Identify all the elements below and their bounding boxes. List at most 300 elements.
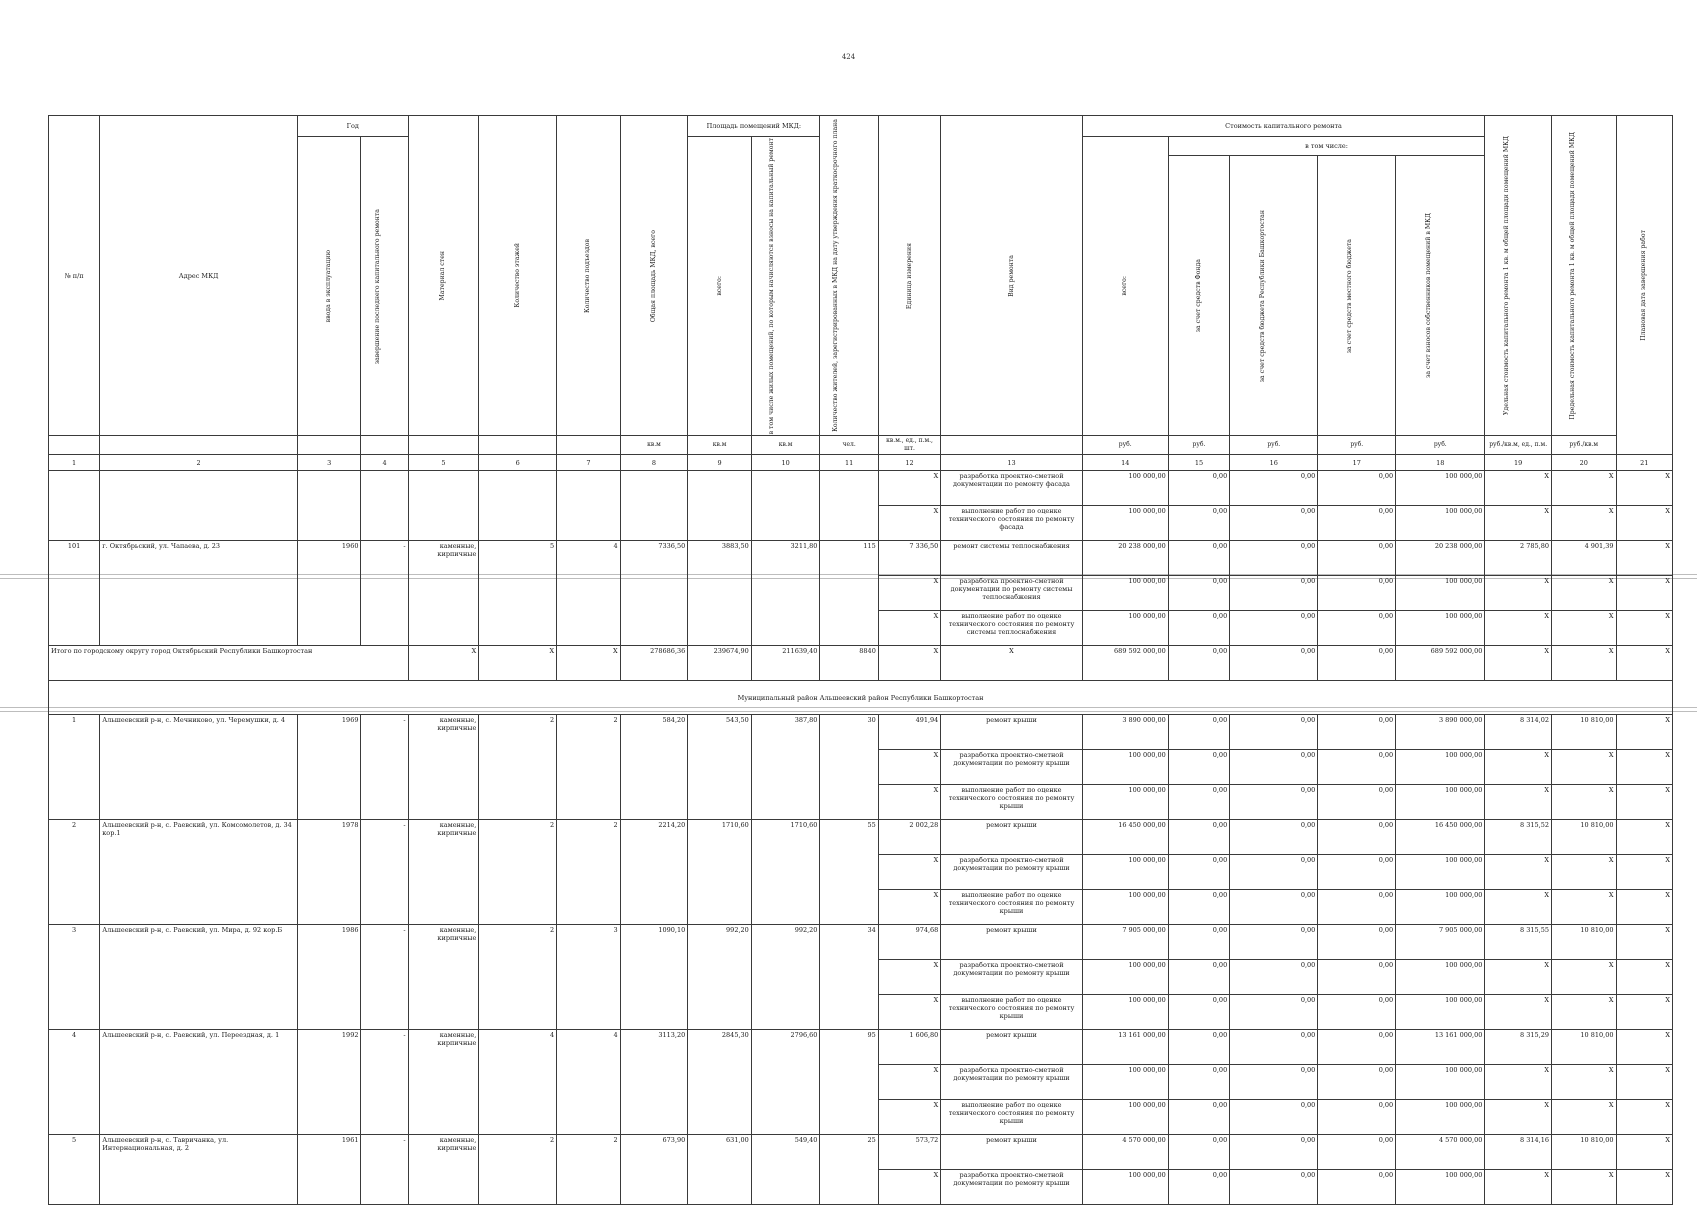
entrances-cell: 2	[557, 715, 621, 820]
cost-total-cell: 13 161 000,00	[1082, 1030, 1168, 1065]
cost-local-cell: 0,00	[1318, 750, 1396, 785]
header-year-last-repair: завершение последнего капитального ремонта	[361, 137, 408, 436]
limit-cost-cell: X	[1551, 611, 1616, 646]
cost-total-cell: 100 000,00	[1082, 1065, 1168, 1100]
cost-owners-cell: 100 000,00	[1396, 750, 1485, 785]
header-total-area: Общая площадь МКД, всего	[620, 116, 688, 436]
cost-fund-cell: 0,00	[1168, 506, 1229, 541]
residents-cell: 95	[820, 1030, 878, 1135]
plan-date-cell: X	[1616, 611, 1672, 646]
cost-owners-cell: 4 570 000,00	[1396, 1135, 1485, 1170]
cost-owners-cell: 7 905 000,00	[1396, 925, 1485, 960]
empty-cell	[479, 471, 557, 541]
cost-fund-cell: 0,00	[1168, 820, 1229, 855]
year-commission-cell: 1960	[297, 541, 361, 646]
premises-area-cell: 992,20	[688, 925, 752, 1030]
volume-cell: X	[878, 995, 940, 1030]
volume-cell: 2 002,28	[878, 820, 940, 855]
cost-owners-cell: 689 592 000,00	[1396, 646, 1485, 681]
total-area-cell: 584,20	[620, 715, 688, 820]
header-entrances: Количество подъездов	[557, 116, 621, 436]
address-cell: Альшеевский р-н, с. Раевский, ул. Переездная, д. 1	[100, 1030, 298, 1135]
wall-material-cell: каменные, кирпичные	[408, 541, 479, 646]
header-local: за счет средств местного бюджета	[1318, 156, 1396, 436]
limit-cost-cell: X	[1551, 960, 1616, 995]
cost-republic-cell: 0,00	[1230, 1135, 1318, 1170]
floors-cell: 2	[479, 715, 557, 820]
entrances-cell: 2	[557, 820, 621, 925]
residents-cell: 55	[820, 820, 878, 925]
header-premises-area: Площадь помещений МКД:	[688, 116, 820, 137]
repair-type-cell: ремонт крыши	[941, 1135, 1082, 1170]
residents-cell: 8840	[820, 646, 878, 681]
unit-cost-cell: X	[1485, 855, 1552, 890]
plan-date-cell: X	[1616, 1135, 1672, 1170]
unit-cost-cell: 8 315,55	[1485, 925, 1552, 960]
empty-cell	[620, 471, 688, 541]
empty-cell	[557, 471, 621, 541]
limit-cost-cell: X	[1551, 646, 1616, 681]
wall-material-cell: каменные, кирпичные	[408, 820, 479, 925]
cost-local-cell: 0,00	[1318, 855, 1396, 890]
repair-type-cell: разработка проектно-сметной документации по ремонту крыши	[941, 855, 1082, 890]
cost-local-cell: 0,00	[1318, 960, 1396, 995]
unit-cost-cell: X	[1485, 750, 1552, 785]
header-fund: за счет средств Фонда	[1168, 156, 1229, 436]
repair-plan-table	[48, 115, 1673, 1205]
cost-local-cell: 0,00	[1318, 1030, 1396, 1065]
table-body	[49, 455, 1673, 1205]
cost-owners-cell: 100 000,00	[1396, 506, 1485, 541]
cost-republic-cell: 0,00	[1230, 855, 1318, 890]
year-last-repair-cell: -	[361, 1030, 408, 1135]
cost-total-cell: 3 890 000,00	[1082, 715, 1168, 750]
total-area-cell: 1090,10	[620, 925, 688, 1030]
unit-cell: кв.м	[620, 436, 688, 455]
cost-fund-cell: 0,00	[1168, 715, 1229, 750]
unit-cost-cell: X	[1485, 995, 1552, 1030]
volume-cell: X	[878, 506, 940, 541]
page-number: 424	[841, 53, 856, 61]
unit-cell: руб./кв.м	[1551, 436, 1616, 455]
limit-cost-cell: X	[1551, 855, 1616, 890]
floors-cell: 2	[479, 1135, 557, 1205]
cost-local-cell: 0,00	[1318, 995, 1396, 1030]
table-row	[49, 1030, 1673, 1065]
unit-cell: кв.м., ед., п.м., шт.	[878, 436, 940, 455]
cost-local-cell: 0,00	[1318, 1170, 1396, 1205]
plan-date-cell: X	[1616, 750, 1672, 785]
limit-cost-cell: X	[1551, 471, 1616, 506]
unit-cost-cell: X	[1485, 576, 1552, 611]
unit-cell: кв.м	[688, 436, 752, 455]
limit-cost-cell: X	[1551, 890, 1616, 925]
unit-cost-cell: X	[1485, 471, 1552, 506]
header-cost: Стоимость капитального ремонта	[1082, 116, 1485, 137]
limit-cost-cell: X	[1551, 995, 1616, 1030]
cost-fund-cell: 0,00	[1168, 1030, 1229, 1065]
limit-cost-cell: 10 810,00	[1551, 1135, 1616, 1170]
section-title: Муниципальный район Альшеевский район Республики Башкортостан	[49, 681, 1673, 715]
cost-total-cell: 100 000,00	[1082, 785, 1168, 820]
unit-cell: руб./кв.м, ед., п.м.	[1485, 436, 1552, 455]
table-row	[49, 925, 1673, 960]
plan-date-cell: X	[1616, 1100, 1672, 1135]
volume-cell: X	[878, 1100, 940, 1135]
repair-type-cell: ремонт системы теплоснабжения	[941, 541, 1082, 576]
repair-type-cell: разработка проектно-сметной документации по ремонту фасада	[941, 471, 1082, 506]
repair-type-cell: выполнение работ по оценке технического состояния по ремонту крыши	[941, 890, 1082, 925]
wall-material-cell: каменные, кирпичные	[408, 1135, 479, 1205]
header-year-commission: ввода в эксплуатацию	[297, 137, 361, 436]
year-last-repair-cell: -	[361, 820, 408, 925]
cost-republic-cell: 0,00	[1230, 960, 1318, 995]
plan-date-cell: X	[1616, 715, 1672, 750]
unit-cell: руб.	[1396, 436, 1485, 455]
cost-total-cell: 100 000,00	[1082, 611, 1168, 646]
header-unit-cost: Удельная стоимость капитального ремонта 1 кв. м общей площади помещений МКД	[1485, 116, 1552, 436]
limit-cost-cell: X	[1551, 576, 1616, 611]
premises-area-cell: 239674,90	[688, 646, 752, 681]
volume-cell: X	[878, 890, 940, 925]
empty-cell	[361, 471, 408, 541]
repair-type-cell: разработка проектно-сметной документации по ремонту крыши	[941, 960, 1082, 995]
header-owners: за счет взносов собственников помещений в МКД	[1396, 156, 1485, 436]
table-row	[49, 1135, 1673, 1170]
repair-type-cell: ремонт крыши	[941, 820, 1082, 855]
unit-cost-cell: X	[1485, 611, 1552, 646]
unit-cell: руб.	[1230, 436, 1318, 455]
cost-total-cell: 100 000,00	[1082, 506, 1168, 541]
row-number-cell: 2	[49, 820, 100, 925]
empty-cell	[751, 471, 820, 541]
cost-total-cell: 20 238 000,00	[1082, 541, 1168, 576]
year-commission-cell: 1969	[297, 715, 361, 820]
empty-cell	[297, 471, 361, 541]
floors-cell: 5	[479, 541, 557, 646]
repair-type-cell: разработка проектно-сметной документации по ремонту системы теплоснабжения	[941, 576, 1082, 611]
header-year: Год	[297, 116, 408, 137]
cost-republic-cell: 0,00	[1230, 1100, 1318, 1135]
repair-type-cell: ремонт крыши	[941, 715, 1082, 750]
cost-fund-cell: 0,00	[1168, 541, 1229, 576]
cost-owners-cell: 100 000,00	[1396, 785, 1485, 820]
row-number-cell: 3	[49, 925, 100, 1030]
header-no: № п/п	[49, 116, 100, 436]
cost-republic-cell: 0,00	[1230, 1030, 1318, 1065]
unit-cost-cell: X	[1485, 960, 1552, 995]
floors-cell: 2	[479, 820, 557, 925]
repair-type-cell: ремонт крыши	[941, 925, 1082, 960]
volume-cell: X	[878, 576, 940, 611]
cost-owners-cell: 100 000,00	[1396, 611, 1485, 646]
plan-date-cell: X	[1616, 855, 1672, 890]
cost-republic-cell: 0,00	[1230, 750, 1318, 785]
residents-cell: 25	[820, 1135, 878, 1205]
table-row	[49, 541, 1673, 576]
cost-total-cell: 16 450 000,00	[1082, 820, 1168, 855]
cost-total-cell: 100 000,00	[1082, 576, 1168, 611]
cost-owners-cell: 100 000,00	[1396, 1170, 1485, 1205]
cost-owners-cell: 100 000,00	[1396, 960, 1485, 995]
volume-cell: X	[878, 1065, 940, 1100]
cost-owners-cell: 100 000,00	[1396, 890, 1485, 925]
header-repair-type: Вид ремонта	[941, 116, 1082, 436]
unit-cost-cell: X	[1485, 1170, 1552, 1205]
cost-fund-cell: 0,00	[1168, 1135, 1229, 1170]
volume-cell: X	[878, 785, 940, 820]
plan-date-cell: X	[1616, 890, 1672, 925]
repair-type-cell: выполнение работ по оценке технического состояния по ремонту фасада	[941, 506, 1082, 541]
unit-cost-cell: 8 315,29	[1485, 1030, 1552, 1065]
header-republic: за счет средств бюджета Республики Башкортостан	[1230, 156, 1318, 436]
plan-date-cell: X	[1616, 820, 1672, 855]
cost-fund-cell: 0,00	[1168, 471, 1229, 506]
cost-total-cell: 100 000,00	[1082, 471, 1168, 506]
limit-cost-cell: X	[1551, 506, 1616, 541]
address-cell: Альшеевский р-н, с. Тавричанка, ул. Интернациональная, д. 2	[100, 1135, 298, 1205]
cost-local-cell: 0,00	[1318, 541, 1396, 576]
volume-cell: X	[878, 611, 940, 646]
entrances-cell: 4	[557, 541, 621, 646]
cost-republic-cell: 0,00	[1230, 890, 1318, 925]
address-cell: г. Октябрьский, ул. Чапаева, д. 23	[100, 541, 298, 646]
total-area-cell: 2214,20	[620, 820, 688, 925]
limit-cost-cell: X	[1551, 1100, 1616, 1135]
cost-total-cell: 100 000,00	[1082, 855, 1168, 890]
plan-date-cell: X	[1616, 471, 1672, 506]
total-area-cell: 3113,20	[620, 1030, 688, 1135]
premises-area-cell: 1710,60	[688, 820, 752, 925]
cost-local-cell: 0,00	[1318, 611, 1396, 646]
repair-type-cell: выполнение работ по оценке технического состояния по ремонту крыши	[941, 995, 1082, 1030]
table-row	[49, 715, 1673, 750]
premises-area-cell: 2845,30	[688, 1030, 752, 1135]
header-area-incl: в том числе жилых помещений, по которым начисляются взносы на капитальный ремонт	[751, 137, 820, 436]
row-number-cell: 5	[49, 1135, 100, 1205]
cost-republic-cell: 0,00	[1230, 715, 1318, 750]
section-row	[49, 681, 1673, 715]
cost-owners-cell: 100 000,00	[1396, 995, 1485, 1030]
cost-local-cell: 0,00	[1318, 1100, 1396, 1135]
cost-owners-cell: 20 238 000,00	[1396, 541, 1485, 576]
plan-date-cell: X	[1616, 995, 1672, 1030]
table-row	[49, 820, 1673, 855]
total-area-cell: 673,90	[620, 1135, 688, 1205]
total-row	[49, 646, 1673, 681]
unit-cost-cell: 8 314,02	[1485, 715, 1552, 750]
volume-cell: X	[878, 646, 940, 681]
cost-republic-cell: 0,00	[1230, 541, 1318, 576]
cost-total-cell: 4 570 000,00	[1082, 1135, 1168, 1170]
premises-incl-cell: 549,40	[751, 1135, 820, 1205]
year-commission-cell: 1961	[297, 1135, 361, 1205]
cost-republic-cell: 0,00	[1230, 506, 1318, 541]
plan-date-cell: X	[1616, 1030, 1672, 1065]
entrances-cell: 4	[557, 1030, 621, 1135]
repair-plan-table-container	[48, 115, 1673, 1205]
year-commission-cell: 1986	[297, 925, 361, 1030]
plan-date-cell: X	[1616, 960, 1672, 995]
cost-total-cell: 100 000,00	[1082, 1170, 1168, 1205]
wall-material-cell: каменные, кирпичные	[408, 715, 479, 820]
repair-type-cell: X	[941, 646, 1082, 681]
header-cost-all: всего:	[1082, 137, 1168, 436]
total-label: Итого по городскому округу город Октябрьский Республики Башкортостан	[49, 646, 409, 681]
entrances-cell: 2	[557, 1135, 621, 1205]
unit-cost-cell: X	[1485, 1065, 1552, 1100]
cost-fund-cell: 0,00	[1168, 1170, 1229, 1205]
volume-cell: 7 336,50	[878, 541, 940, 576]
premises-incl-cell: 1710,60	[751, 820, 820, 925]
cost-owners-cell: 100 000,00	[1396, 576, 1485, 611]
empty-cell	[688, 471, 752, 541]
address-cell: Альшеевский р-н, с. Раевский, ул. Комсомолетов, д. 34 кор.1	[100, 820, 298, 925]
cost-republic-cell: 0,00	[1230, 576, 1318, 611]
floors-cell: 4	[479, 1030, 557, 1135]
limit-cost-cell: 10 810,00	[1551, 715, 1616, 750]
unit-cell: чел.	[820, 436, 878, 455]
row-number-cell: 101	[49, 541, 100, 646]
volume-cell: X	[878, 960, 940, 995]
premises-incl-cell: 3211,80	[751, 541, 820, 646]
cost-local-cell: 0,00	[1318, 506, 1396, 541]
plan-date-cell: X	[1616, 576, 1672, 611]
cost-owners-cell: 100 000,00	[1396, 1100, 1485, 1135]
address-cell: Альшеевский р-н, с. Мечниково, ул. Черемушки, д. 4	[100, 715, 298, 820]
premises-incl-cell: 387,80	[751, 715, 820, 820]
cost-fund-cell: 0,00	[1168, 890, 1229, 925]
premises-area-cell: 3883,50	[688, 541, 752, 646]
cost-fund-cell: 0,00	[1168, 611, 1229, 646]
header-limit-cost: Предельная стоимость капитального ремонта 1 кв. м общей площади помещений МКД	[1551, 116, 1616, 436]
row-number-cell: 1	[49, 715, 100, 820]
cost-local-cell: 0,00	[1318, 820, 1396, 855]
year-last-repair-cell: -	[361, 715, 408, 820]
cost-total-cell: 689 592 000,00	[1082, 646, 1168, 681]
cost-owners-cell: 100 000,00	[1396, 855, 1485, 890]
cost-total-cell: 100 000,00	[1082, 750, 1168, 785]
volume-cell: X	[878, 471, 940, 506]
cost-owners-cell: 100 000,00	[1396, 1065, 1485, 1100]
header-plan-date: Плановая дата завершения работ	[1616, 116, 1672, 455]
cost-local-cell: 0,00	[1318, 471, 1396, 506]
floors-cell: X	[479, 646, 557, 681]
unit-cost-cell: 2 785,80	[1485, 541, 1552, 576]
cost-total-cell: 100 000,00	[1082, 890, 1168, 925]
premises-area-cell: 543,50	[688, 715, 752, 820]
premises-area-cell: 631,00	[688, 1135, 752, 1205]
cost-republic-cell: 0,00	[1230, 785, 1318, 820]
cost-fund-cell: 0,00	[1168, 576, 1229, 611]
unit-cost-cell: X	[1485, 506, 1552, 541]
wall-material-cell: каменные, кирпичные	[408, 925, 479, 1030]
cost-fund-cell: 0,00	[1168, 960, 1229, 995]
repair-type-cell: выполнение работ по оценке технического состояния по ремонту крыши	[941, 1100, 1082, 1135]
year-commission-cell: 1992	[297, 1030, 361, 1135]
plan-date-cell: X	[1616, 646, 1672, 681]
unit-cell: руб.	[1082, 436, 1168, 455]
plan-date-cell: X	[1616, 541, 1672, 576]
cost-total-cell: 100 000,00	[1082, 1100, 1168, 1135]
cost-owners-cell: 3 890 000,00	[1396, 715, 1485, 750]
volume-cell: 1 606,80	[878, 1030, 940, 1065]
plan-date-cell: X	[1616, 506, 1672, 541]
address-cell: Альшеевский р-н, с. Раевский, ул. Мира, д. 92 кор.Б	[100, 925, 298, 1030]
unit-cell: руб.	[1318, 436, 1396, 455]
cost-fund-cell: 0,00	[1168, 925, 1229, 960]
cost-local-cell: 0,00	[1318, 925, 1396, 960]
unit-cost-cell: X	[1485, 785, 1552, 820]
cost-local-cell: 0,00	[1318, 785, 1396, 820]
year-commission-cell: 1978	[297, 820, 361, 925]
cost-fund-cell: 0,00	[1168, 646, 1229, 681]
repair-type-cell: разработка проектно-сметной документации по ремонту крыши	[941, 1065, 1082, 1100]
repair-type-cell: выполнение работ по оценке технического состояния по ремонту системы теплоснабжения	[941, 611, 1082, 646]
unit-cost-cell: X	[1485, 1100, 1552, 1135]
cost-republic-cell: 0,00	[1230, 1170, 1318, 1205]
repair-type-cell: разработка проектно-сметной документации по ремонту крыши	[941, 750, 1082, 785]
cost-fund-cell: 0,00	[1168, 1065, 1229, 1100]
year-last-repair-cell: -	[361, 1135, 408, 1205]
floors-cell: 2	[479, 925, 557, 1030]
entrances-cell: X	[557, 646, 621, 681]
empty-cell	[820, 471, 878, 541]
cost-fund-cell: 0,00	[1168, 750, 1229, 785]
unit-cost-cell: 8 314,16	[1485, 1135, 1552, 1170]
repair-type-cell: ремонт крыши	[941, 1030, 1082, 1065]
empty-cell	[408, 471, 479, 541]
volume-cell: X	[878, 1170, 940, 1205]
cost-republic-cell: 0,00	[1230, 611, 1318, 646]
cost-fund-cell: 0,00	[1168, 785, 1229, 820]
residents-cell: 34	[820, 925, 878, 1030]
repair-type-cell: разработка проектно-сметной документации по ремонту крыши	[941, 1170, 1082, 1205]
column-numbers-row: 1 2 3 4 5 6 7 8 9 10 11 12 13 14 15 16 17 18 19 20 21	[49, 455, 1673, 471]
cost-local-cell: 0,00	[1318, 890, 1396, 925]
cost-total-cell: 100 000,00	[1082, 995, 1168, 1030]
cost-owners-cell: 100 000,00	[1396, 471, 1485, 506]
table-row-sub	[49, 471, 1673, 506]
cost-republic-cell: 0,00	[1230, 471, 1318, 506]
cost-fund-cell: 0,00	[1168, 855, 1229, 890]
limit-cost-cell: X	[1551, 785, 1616, 820]
cost-local-cell: 0,00	[1318, 715, 1396, 750]
header-work-volume: Единица измерения	[878, 116, 940, 436]
empty-cell	[100, 471, 298, 541]
premises-incl-cell: 2796,60	[751, 1030, 820, 1135]
unit-cost-cell: X	[1485, 646, 1552, 681]
limit-cost-cell: 10 810,00	[1551, 1030, 1616, 1065]
volume-cell: 491,94	[878, 715, 940, 750]
unit-cost-cell: 8 315,52	[1485, 820, 1552, 855]
header-floors: Количество этажей	[479, 116, 557, 436]
cost-republic-cell: 0,00	[1230, 646, 1318, 681]
plan-date-cell: X	[1616, 925, 1672, 960]
volume-cell: X	[878, 855, 940, 890]
cost-local-cell: 0,00	[1318, 646, 1396, 681]
residents-cell: 115	[820, 541, 878, 646]
empty-cell	[49, 471, 100, 541]
cost-total-cell: 7 905 000,00	[1082, 925, 1168, 960]
cost-local-cell: 0,00	[1318, 1135, 1396, 1170]
limit-cost-cell: X	[1551, 750, 1616, 785]
cost-fund-cell: 0,00	[1168, 1100, 1229, 1135]
header-area-all: всего:	[688, 137, 752, 436]
limit-cost-cell: X	[1551, 1170, 1616, 1205]
entrances-cell: 3	[557, 925, 621, 1030]
cost-republic-cell: 0,00	[1230, 820, 1318, 855]
